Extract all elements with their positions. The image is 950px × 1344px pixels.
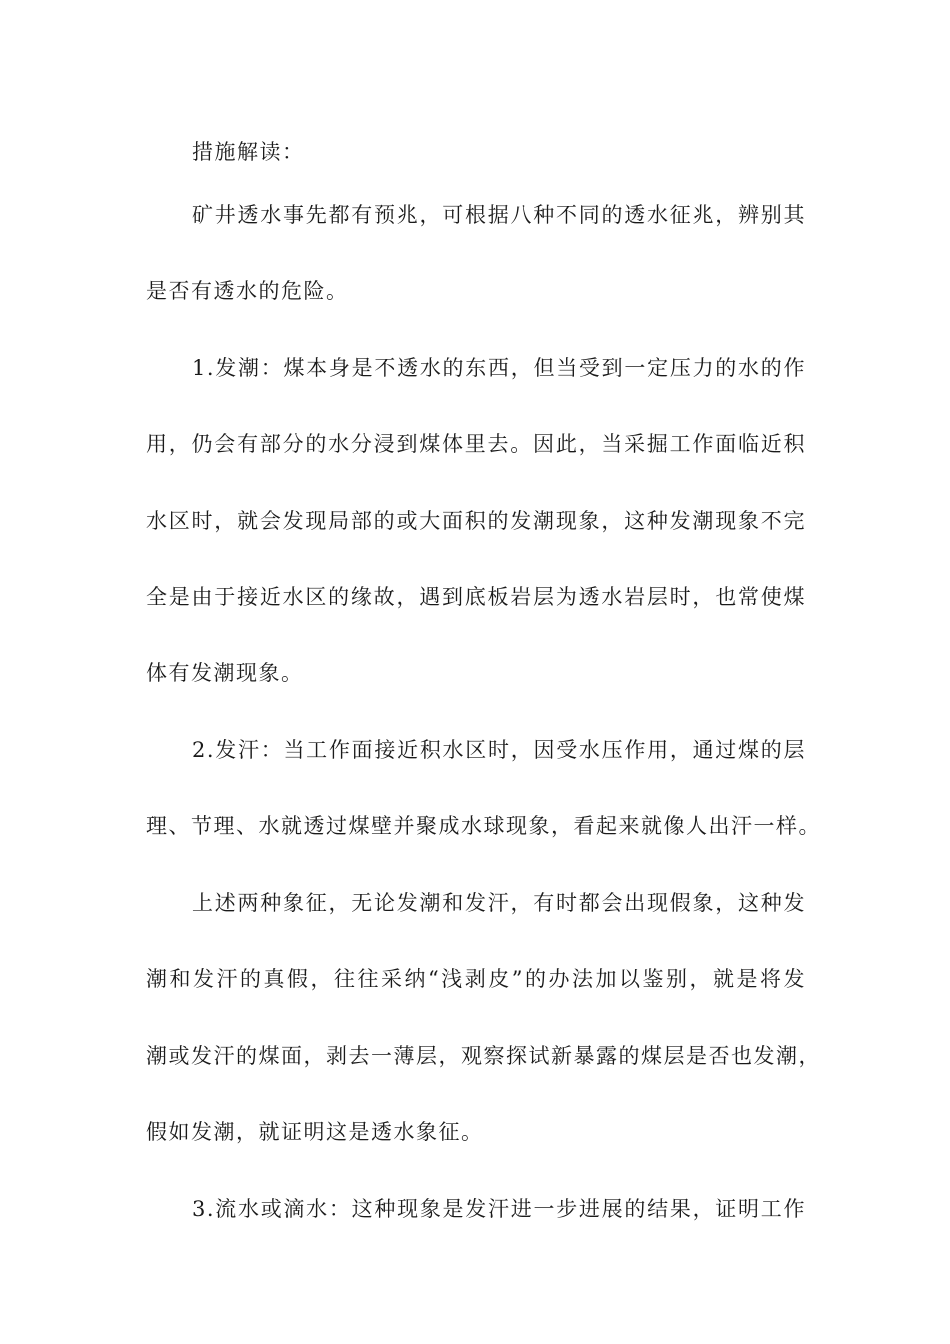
- paragraph-line: 矿井透水事先都有预兆，可根据八种不同的透水征兆，辨别其: [192, 203, 806, 227]
- paragraph-line: 体有发潮现象。: [146, 661, 304, 685]
- paragraph-line: 潮或发汗的煤面，剥去一薄层，观察探试新暴露的煤层是否也发潮，: [146, 1044, 821, 1068]
- paragraph-line: 1.发潮：煤本身是不透水的东西，但当受到一定压力的水的作: [192, 356, 806, 380]
- paragraph-line: 假如发潮，就证明这是透水象征。: [146, 1120, 484, 1144]
- paragraph-line: 上述两种象征，无论发潮和发汗，有时都会出现假象，这种发: [192, 891, 806, 915]
- section-heading: 措施解读：: [192, 140, 305, 164]
- paragraph-line: 是否有透水的危险。: [146, 279, 349, 303]
- paragraph-line: 潮和发汗的真假，往往采纳“浅剥皮”的办法加以鉴别，就是将发: [146, 967, 806, 991]
- paragraph-line: 全是由于接近水区的缘故，遇到底板岩层为透水岩层时，也常使煤: [146, 585, 806, 609]
- paragraph-line: 水区时，就会发现局部的或大面积的发潮现象，这种发潮现象不完: [146, 509, 806, 533]
- paragraph-line: 用，仍会有部分的水分浸到煤体里去。因此，当采掘工作面临近积: [146, 432, 806, 456]
- paragraph-line: 2.发汗：当工作面接近积水区时，因受水压作用，通过煤的层: [192, 738, 806, 762]
- paragraph-line: 3.流水或滴水：这种现象是发汗进一步进展的结果，证明工作: [192, 1197, 806, 1221]
- paragraph-line: 理、节理、水就透过煤壁并聚成水球现象，看起来就像人出汗一样。: [146, 814, 821, 838]
